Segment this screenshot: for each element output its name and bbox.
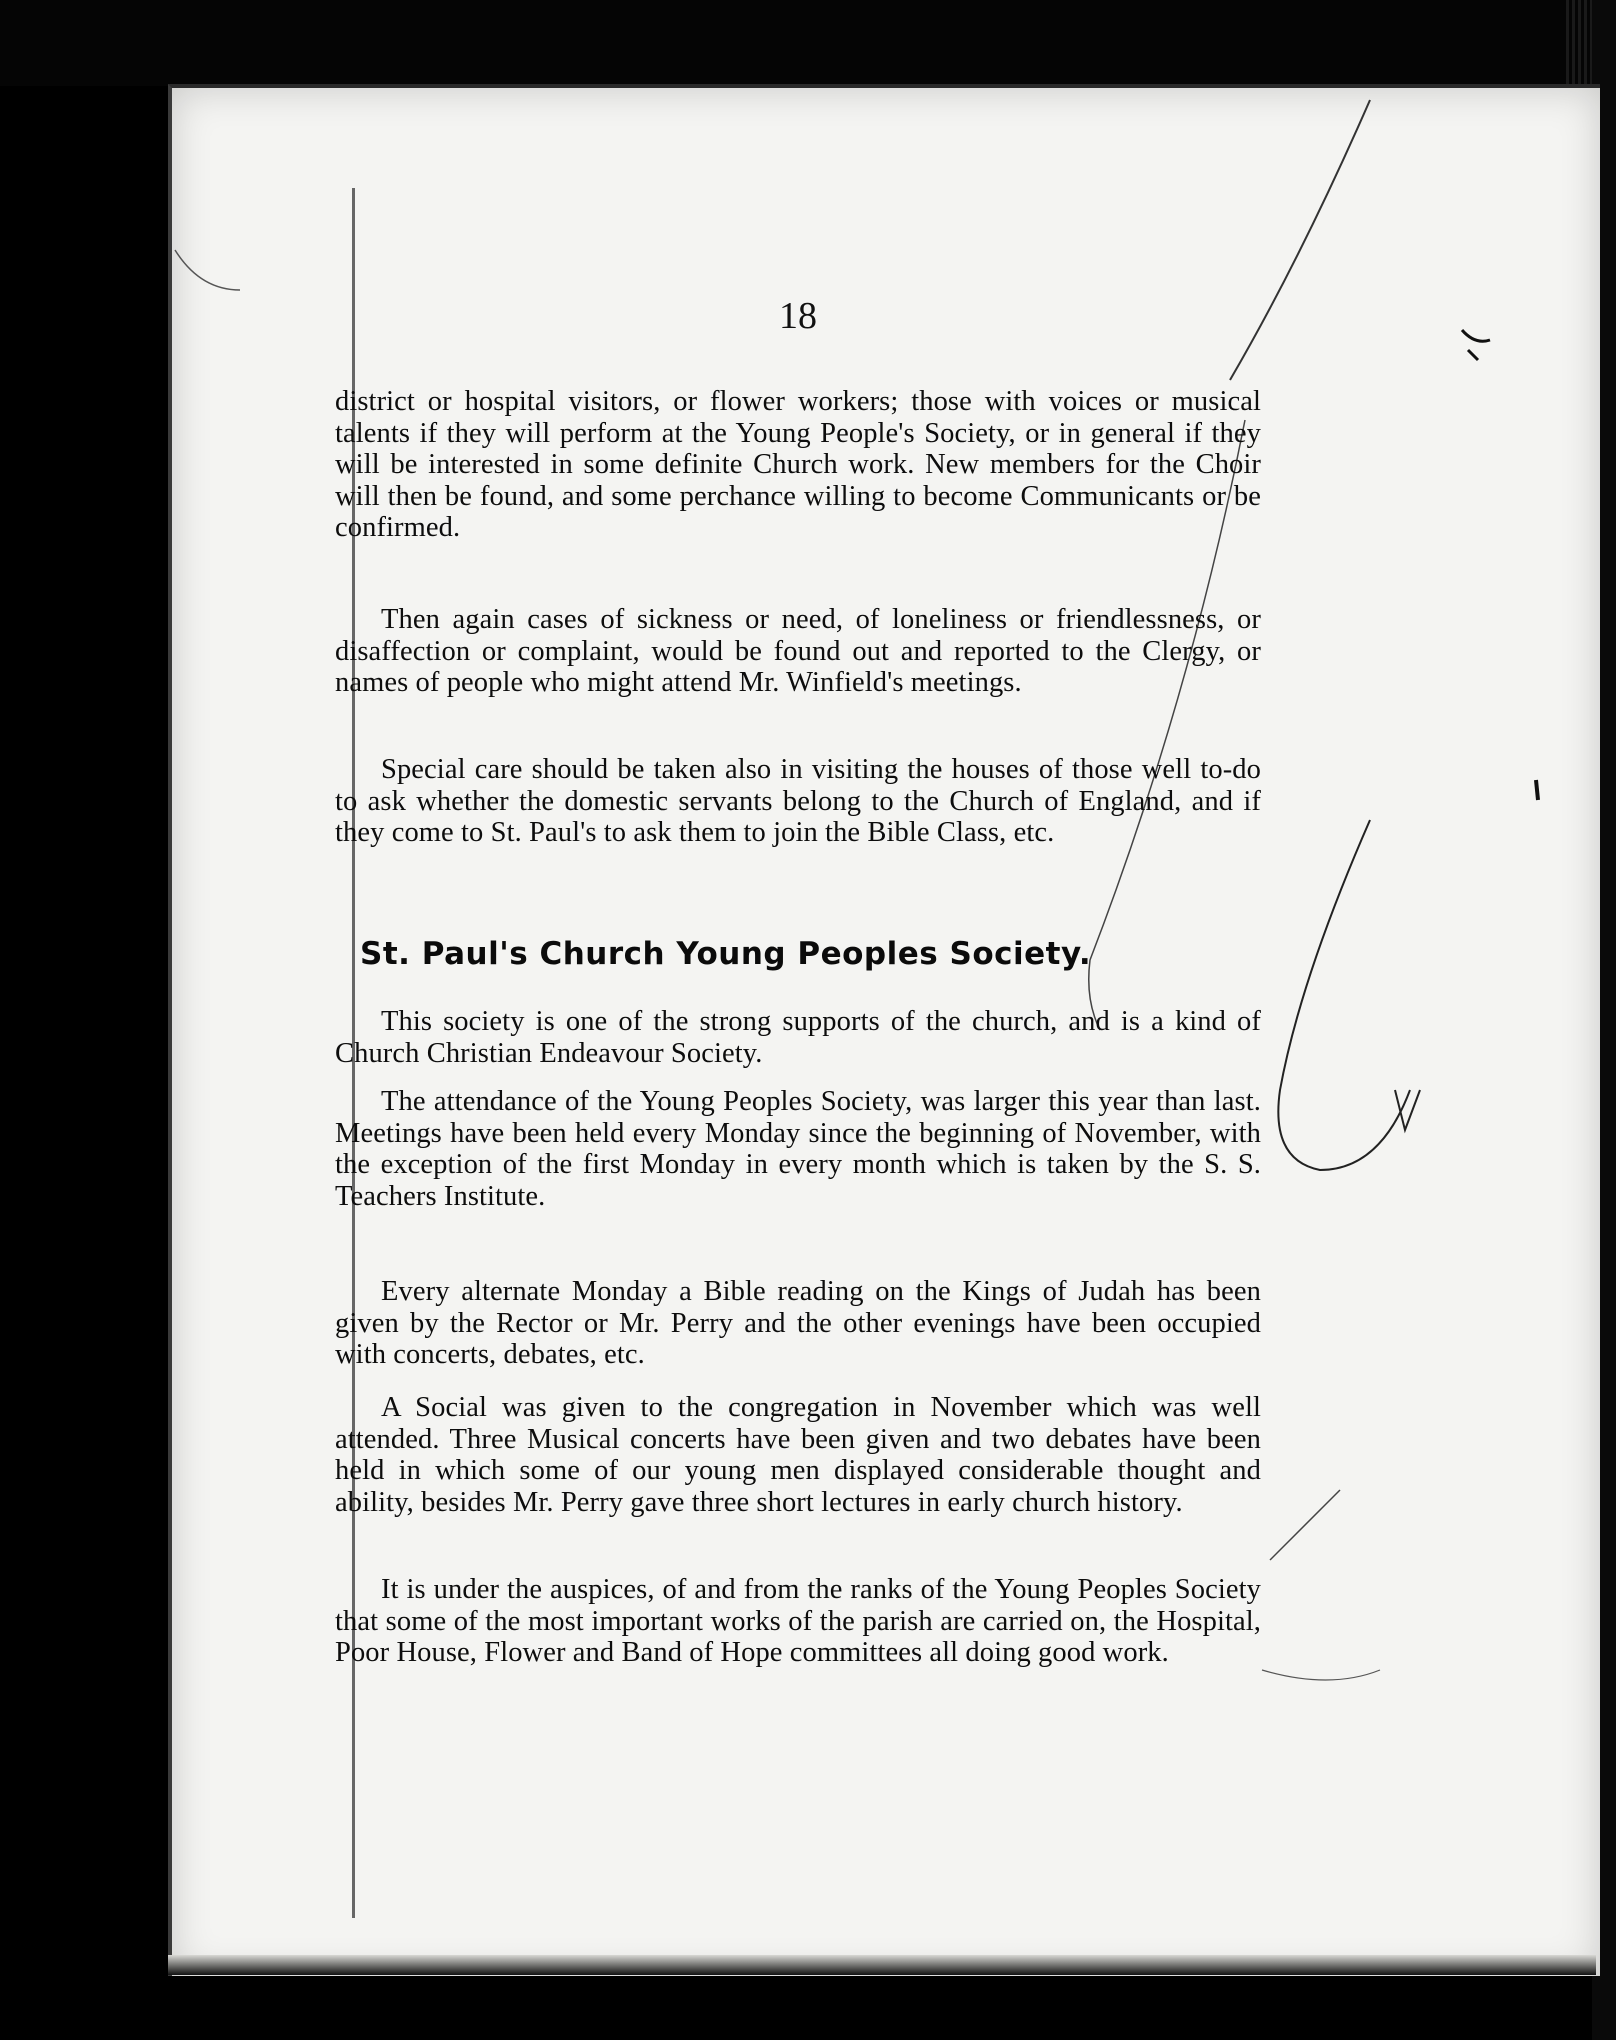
paragraph-social: A Social was given to the congregation in November which was well attended. Three Musical concerts have been given and two debates have been held in which some of our young men displayed considerable thought and ability, besides Mr. Perry gave three short lectures in early church history. <box>335 1392 1261 1518</box>
page-number: 18 <box>779 295 817 337</box>
section-heading: St. Paul's Church Young Peoples Society. <box>360 936 1092 972</box>
paragraph-visitors: district or hospital visitors, or flower workers; those with voices or musical talents if they will perform at the Young People's Society, or in general if they will be interested in some definite Church work. New members for the Choir will then be found, and some perchance willing to become Communicants or be confirmed. <box>335 386 1261 543</box>
film-border-top <box>0 0 1616 86</box>
paragraph-society-intro: This society is one of the strong supports of the church, and is a kind of Church Christian Endeavour Society. <box>335 1006 1261 1069</box>
paragraph-servants: Special care should be taken also in visiting the houses of those well to-do to ask whether the domestic servants belong to the Church of England, and if they come to St. Paul's to ask them to join the Bible Class, etc. <box>335 754 1261 848</box>
paragraph-sickness: Then again cases of sickness or need, of loneliness or friendlessness, or disaffection or complaint, would be found out and reported to the Clergy, or names of people who might attend Mr. Winfield's meetings. <box>335 604 1261 698</box>
paragraph-attendance: The attendance of the Young Peoples Society, was larger this year than last. Meetings have been held every Monday since the beginning of November, with the exception of the first Monday in every month which is taken by the S. S. Teachers Institute. <box>335 1086 1261 1212</box>
page-bottom-edge <box>168 1955 1596 1975</box>
paragraph-bible-reading: Every alternate Monday a Bible reading on the Kings of Judah has been given by the Rector or Mr. Perry and the other evenings have been occupied with concerts, debates, etc. <box>335 1276 1261 1370</box>
paragraph-auspices: It is under the auspices, of and from the ranks of the Young Peoples Society that some of the most important works of the parish are carried on, the Hospital, Poor House, Flower and Band of Hope committees all doing good work. <box>335 1574 1261 1668</box>
